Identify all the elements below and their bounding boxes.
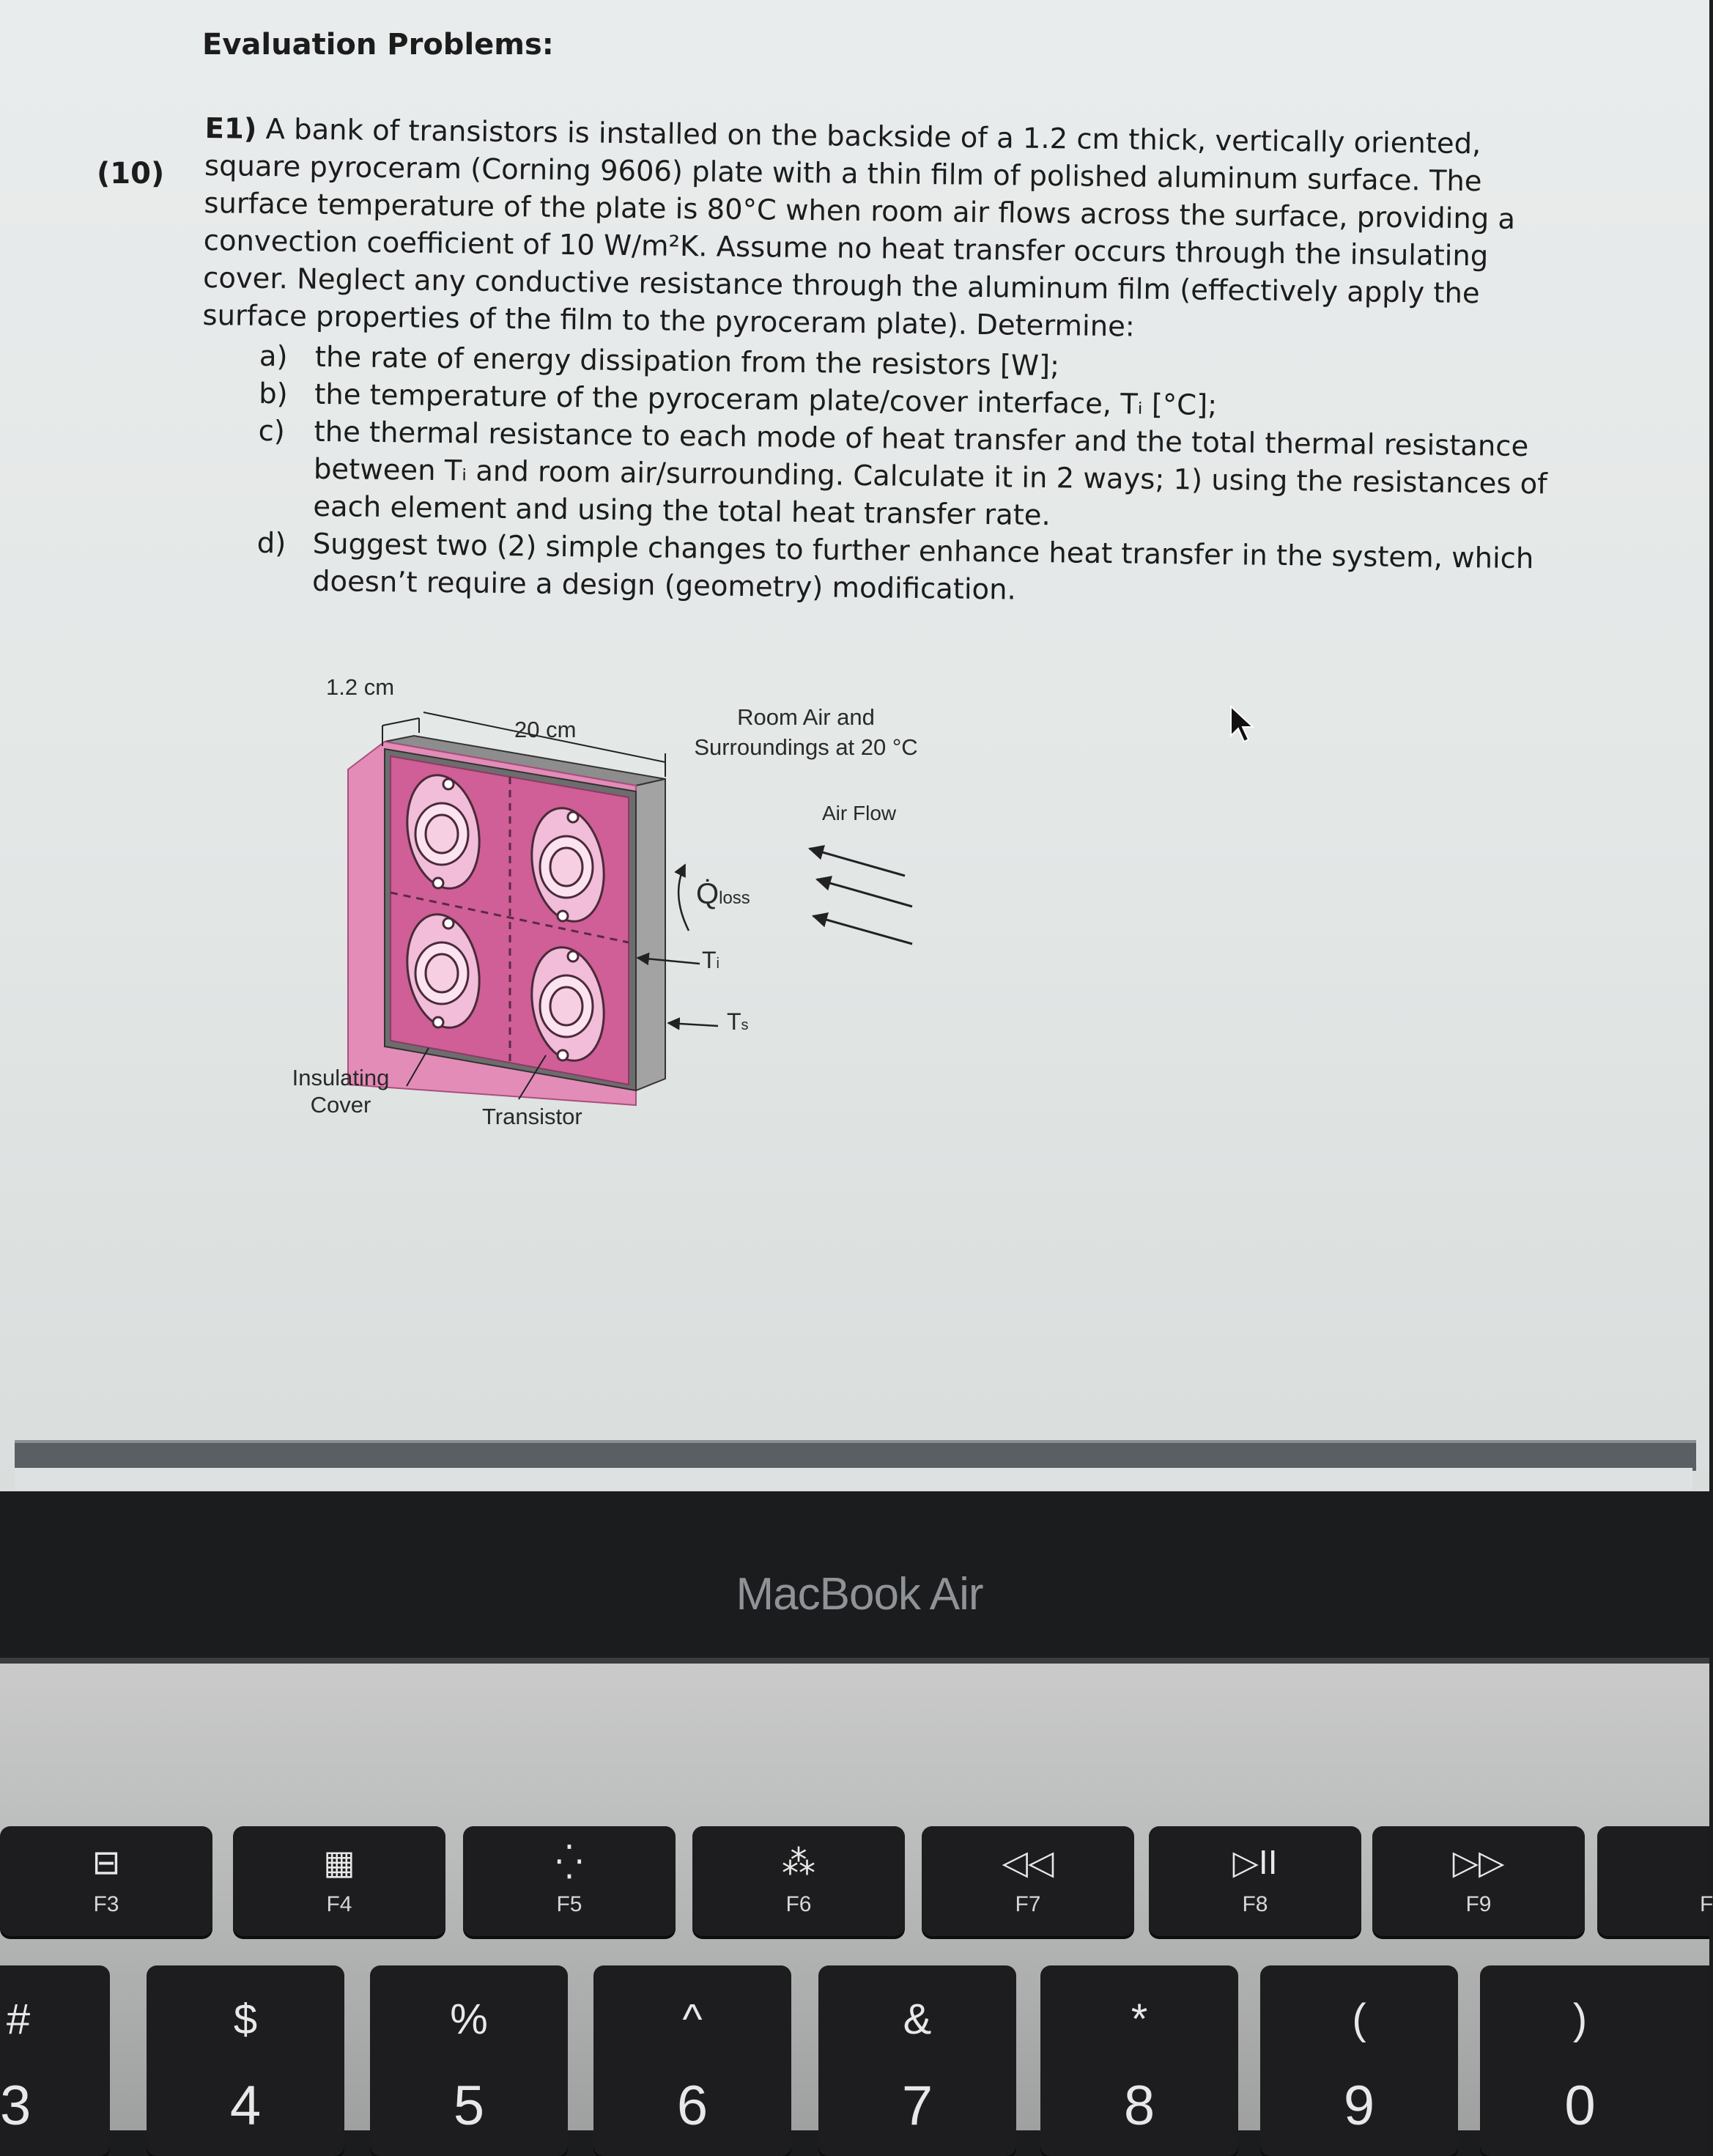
ts-label (727, 1008, 749, 1035)
key-label: F5 (556, 1892, 582, 1916)
screen-bottom-bar (15, 1440, 1696, 1471)
key-label: F8 (1242, 1892, 1268, 1916)
part-c (257, 413, 1579, 541)
thickness-dimension (382, 718, 419, 726)
ti-subscript: i (716, 956, 719, 972)
part-label: b) (258, 377, 289, 411)
key-number: 7 (901, 2075, 933, 2137)
key-9[interactable] (1260, 1965, 1458, 2156)
airflow-label: Air Flow (822, 802, 897, 824)
key-label: F (1700, 1892, 1713, 1916)
problem-parts (199, 337, 1580, 616)
key-f5[interactable] (463, 1826, 676, 1936)
key-number: 9 (1343, 2075, 1375, 2137)
key-number: 3 (0, 2075, 32, 2137)
key-f6[interactable] (692, 1826, 905, 1936)
rewind-icon: ◁◁ (1002, 1843, 1054, 1881)
part-d (256, 525, 1577, 616)
key-number: 8 (1123, 2075, 1155, 2137)
width-label: 20 cm (514, 717, 577, 742)
plate-right-face (636, 779, 665, 1090)
key-label: F3 (93, 1892, 119, 1916)
part-text: the temperature of the pyroceram plate/cover interface, Tᵢ [°C]; (314, 377, 1218, 422)
ts-arrow (668, 1023, 718, 1026)
ts-subscript: s (741, 1017, 749, 1033)
problem-e1 (199, 110, 1583, 616)
insulating-cover-label (286, 1064, 396, 1118)
key-number: 4 (229, 2075, 262, 2137)
key-number: 5 (453, 2075, 485, 2137)
transistor-label: Transistor (482, 1104, 582, 1129)
key-label: F9 (1465, 1892, 1492, 1916)
key-label: F6 (785, 1892, 812, 1916)
key-7[interactable] (818, 1965, 1016, 2156)
key-8[interactable] (1040, 1965, 1238, 2156)
part-text: Suggest two (2) simple changes to further enhance heat transfer in the system, which doesn’t require a design (geometry) modification. (311, 527, 1534, 607)
key-f3[interactable] (0, 1826, 212, 1936)
fast-forward-icon: ▷▷ (1452, 1843, 1505, 1881)
keyboard-brightness-down-icon: ⁛ (555, 1843, 583, 1881)
launchpad-icon: ▦ (323, 1843, 355, 1881)
key-0[interactable] (1480, 1965, 1709, 2156)
ambient-label (681, 702, 931, 762)
q-symbol: Q̇ (696, 878, 719, 910)
ambient-line-2: Surroundings at 20 °C (694, 734, 918, 760)
mission-control-icon: ⊟ (92, 1843, 121, 1881)
key-f9[interactable] (1372, 1826, 1585, 1936)
play-pause-icon: ▷II (1232, 1843, 1278, 1881)
ts-main: T (727, 1008, 741, 1035)
key-number: 6 (676, 2075, 708, 2137)
part-text: the rate of energy dissipation from the resistors [W]; (314, 340, 1060, 383)
key-label: F7 (1015, 1892, 1041, 1916)
key-symbol: # (6, 1996, 31, 2043)
key-symbol: * (1131, 1996, 1148, 2043)
key-symbol: ^ (682, 1996, 703, 2043)
points-label: (10) (97, 157, 165, 191)
thickness-label: 1.2 cm (326, 674, 395, 700)
q-loss-arrow (678, 865, 689, 931)
screen-bottom-strip (15, 1468, 1692, 1490)
problem-id: E1) (204, 111, 257, 146)
part-label: d) (256, 526, 286, 561)
key-f4[interactable] (233, 1826, 445, 1936)
key-number: 0 (1564, 2075, 1596, 2137)
cover-line-2: Cover (310, 1092, 371, 1118)
cover-line-1: Insulating (292, 1065, 390, 1090)
key-symbol: ) (1572, 1996, 1588, 2043)
key-symbol: % (450, 1996, 488, 2043)
key-5[interactable] (370, 1965, 568, 2156)
transistor-plate-figure (264, 660, 938, 1158)
ti-main: T (702, 947, 717, 973)
problem-text: A bank of transistors is installed on the backside of a 1.2 cm thick, vertically oriented, square pyroceram (Corning 9606) plate with a thin film of polished aluminum surface. The surface temperature of the plate is 80°C when room air flows across the surface, providing a convection coefficient of 10 W/m²K. Assume no heat transfer occurs through the insulating cover. Neglect any conductive resistance through the aluminum film (effectively apply the surface properties of the film to the pyroceram plate). Determine: (202, 112, 1516, 344)
q-subscript: loss (719, 888, 750, 908)
q-loss-label (696, 878, 750, 911)
key-6[interactable] (593, 1965, 791, 2156)
key-f7[interactable] (922, 1826, 1134, 1936)
airflow-arrow-1 (810, 849, 905, 876)
problem-statement (202, 110, 1583, 351)
key-symbol: $ (233, 1996, 258, 2043)
ti-label (702, 947, 719, 974)
part-label: c) (258, 414, 286, 448)
key-label: F4 (326, 1892, 352, 1916)
key-symbol: ( (1352, 1996, 1366, 2043)
mouse-cursor-icon (1228, 705, 1257, 746)
part-label: a) (259, 339, 288, 374)
key-symbol: & (903, 1996, 932, 2043)
part-text: the thermal resistance to each mode of heat transfer and the total thermal resistance between Tᵢ and room air/surrounding. Calculate it in 2 ways; 1) using the resistances of each element and using the total heat transfer rate. (313, 415, 1548, 533)
key-4[interactable] (147, 1965, 344, 2156)
key-f10-partial[interactable] (1597, 1826, 1713, 1936)
keyboard-brightness-up-icon: ⁂ (782, 1843, 815, 1881)
section-title: Evaluation Problems: (202, 28, 554, 62)
macbook-brand: MacBook Air (736, 1569, 983, 1620)
ambient-line-1: Room Air and (737, 704, 875, 730)
airflow-arrow-3 (813, 916, 912, 944)
key-f8[interactable] (1149, 1826, 1361, 1936)
airflow-arrow-2 (817, 879, 912, 907)
key-3-partial[interactable] (0, 1965, 110, 2156)
